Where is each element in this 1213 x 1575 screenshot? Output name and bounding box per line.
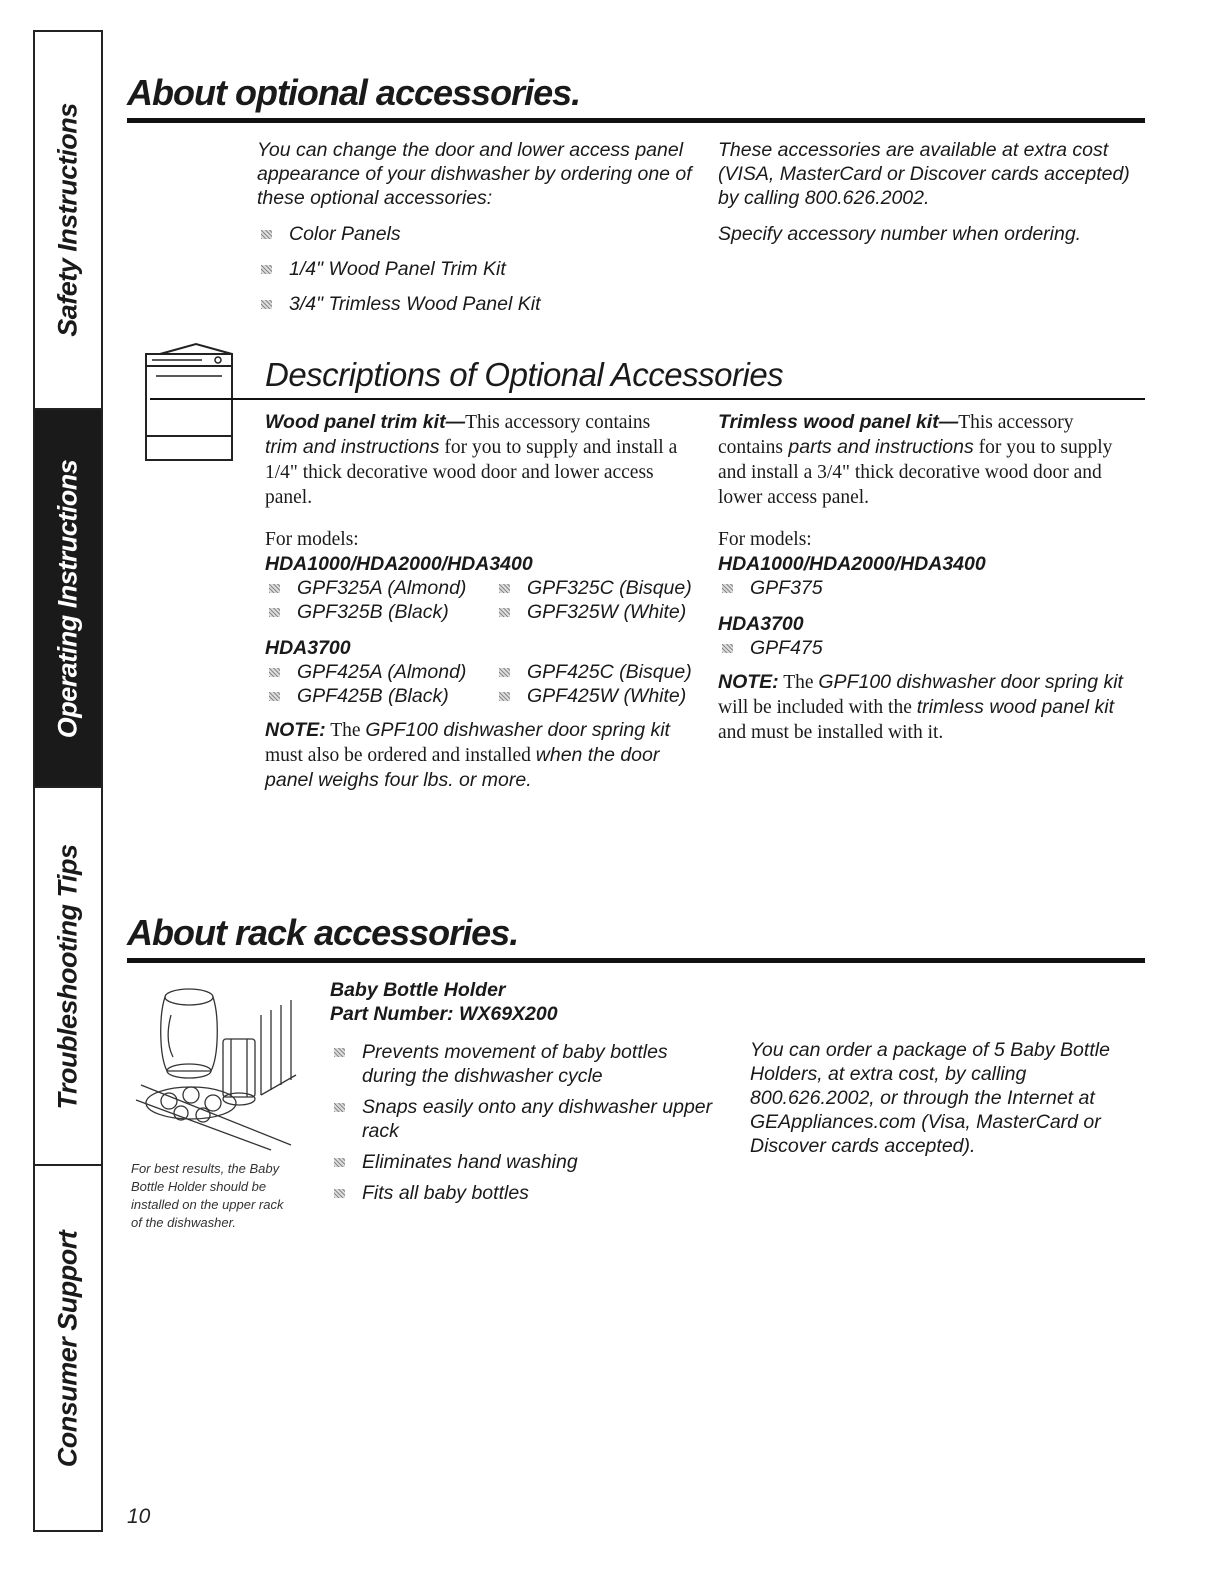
feature-list	[330, 1040, 720, 1205]
bullet-icon	[334, 1158, 345, 1167]
optional-availability-column	[718, 138, 1138, 246]
list-item: GPF325B (Black)	[265, 600, 495, 624]
descriptions-rule	[150, 398, 1145, 400]
tab-consumer-support[interactable]	[35, 1164, 101, 1532]
tab-label: Safety Instructions	[52, 103, 83, 337]
baby-bottle-holder-illustration	[131, 975, 301, 1155]
optional-intro-column	[257, 138, 697, 316]
list-item: GPF425C (Bisque)	[495, 660, 695, 684]
list-item: GPF325W (White)	[495, 600, 695, 624]
bullet-icon	[499, 668, 510, 677]
list-item: GPF425B (Black)	[265, 684, 495, 708]
model-group-label: HDA1000/HDA2000/HDA3400	[718, 553, 986, 575]
bullet-icon	[269, 668, 280, 677]
order-text: You can order a package of 5 Baby Bottle Holders, at extra cost, by calling 800.626.2002, or through the Internet at GEAppliances.com (Visa, MasterCard or Discover cards accepted).	[750, 1039, 1110, 1157]
model-group-label: HDA1000/HDA2000/HDA3400	[265, 553, 533, 575]
tab-label: Troubleshooting Tips	[52, 844, 83, 1110]
optional-intro: You can change the door and lower access panel appearance of your dishwasher by ordering one of these optional accessories:	[257, 139, 692, 209]
descriptions-title: Descriptions of Optional Accessories	[265, 356, 784, 393]
model-list	[265, 576, 692, 624]
bullet-icon	[334, 1048, 345, 1057]
specify-text: Specify accessory number when ordering.	[718, 223, 1082, 245]
model-list	[265, 660, 692, 708]
optional-list	[257, 222, 697, 316]
for-models-label: For models:	[718, 529, 812, 550]
bullet-icon	[499, 608, 510, 617]
list-item: Fits all baby bottles	[330, 1181, 720, 1205]
list-item: Snaps easily onto any dishwasher upper rack	[330, 1095, 720, 1143]
bullet-icon	[722, 644, 733, 653]
model-group-label: HDA3700	[718, 613, 804, 635]
availability-text: These accessories are available at extra cost (VISA, MasterCard or Discover cards accepted) by calling 800.626.2002.	[718, 139, 1130, 209]
bullet-icon	[722, 584, 733, 593]
part-number: Part Number: WX69X200	[330, 1003, 558, 1025]
list-item: GPF425W (White)	[495, 684, 695, 708]
baby-bottle-column	[330, 978, 720, 1205]
trimless-kit-column: Trimless wood panel kit—This accessory contains parts and instructions for you to supply and install a 3/4" thick decorative wood door and lower access panel. For models: HDA1000/HDA2000/HDA3400 GPF375 HDA3700 GPF475 NOTE: The GPF100 dishwasher door spring kit will be included with the trimless wood panel kit and must be installed with it.	[718, 410, 1138, 745]
bullet-icon	[261, 230, 272, 239]
tab-label: Consumer Support	[52, 1230, 83, 1468]
section-title-rack: About rack accessories.	[127, 912, 519, 953]
bullet-icon	[269, 692, 280, 701]
illustration-caption: For best results, the Baby Bottle Holder should be installed on the upper rack of the dishwasher.	[131, 1161, 284, 1230]
bullet-icon	[499, 692, 510, 701]
bullet-icon	[499, 584, 510, 593]
trimless-note: NOTE: The GPF100 dishwasher door spring kit will be included with the trimless wood panel kit and must be installed with it.	[718, 671, 1123, 743]
list-item: GPF425A (Almond)	[265, 660, 495, 684]
dishwasher-icon	[132, 336, 252, 466]
list-item: Color Panels	[257, 222, 697, 246]
list-item: Prevents movement of baby bottles during the dishwasher cycle	[330, 1040, 720, 1088]
model-list	[718, 576, 1138, 600]
list-item: Eliminates hand washing	[330, 1150, 720, 1174]
list-item: GPF325A (Almond)	[265, 576, 495, 600]
tab-operating-instructions[interactable]	[35, 408, 101, 788]
model-list	[718, 636, 1138, 660]
wood-trim-kit-name: Wood panel trim kit	[265, 411, 446, 433]
title-rule	[127, 958, 1145, 963]
bullet-icon	[269, 584, 280, 593]
list-item: 1/4" Wood Panel Trim Kit	[257, 257, 697, 281]
wood-trim-note: NOTE: The GPF100 dishwasher door spring kit must also be ordered and installed when the door panel weighs four lbs. or more.	[265, 719, 670, 791]
bullet-icon	[334, 1103, 345, 1112]
tab-label: Operating Instructions	[52, 459, 83, 739]
title-rule	[127, 118, 1145, 123]
wood-trim-kit-column: Wood panel trim kit—This accessory contains trim and instructions for you to supply and install a 1/4" thick decorative wood door and lower access panel. For models: HDA1000/HDA2000/HDA3400 GPF325A (Almond) GPF325C (Bisque) GPF325B (Black) GPF325W (White) HDA3700 GPF425A (Almond) GPF425C (Bisque) GPF425B (Black) GPF425W (White) NOTE: The GPF100 dishwasher door spring kit must also be ordered and installed when the door panel weighs four lbs. or more.	[265, 410, 685, 792]
list-item: GPF325C (Bisque)	[495, 576, 695, 600]
bullet-icon	[261, 300, 272, 309]
section-title-optional: About optional accessories.	[127, 72, 581, 113]
tab-safety-instructions[interactable]	[35, 32, 101, 408]
model-group-label: HDA3700	[265, 637, 351, 659]
page-number: 10	[127, 1505, 151, 1528]
bullet-icon	[261, 265, 272, 274]
product-name: Baby Bottle Holder	[330, 979, 506, 1001]
bullet-icon	[269, 608, 280, 617]
list-item: GPF475	[718, 636, 1138, 660]
trimless-kit-name: Trimless wood panel kit	[718, 411, 939, 433]
list-item: 3/4" Trimless Wood Panel Kit	[257, 292, 697, 316]
side-tab-bar	[33, 30, 103, 1532]
for-models-label: For models:	[265, 529, 359, 550]
order-column	[750, 1038, 1145, 1158]
bullet-icon	[334, 1189, 345, 1198]
list-item: GPF375	[718, 576, 1138, 600]
tab-troubleshooting-tips[interactable]	[35, 786, 101, 1166]
